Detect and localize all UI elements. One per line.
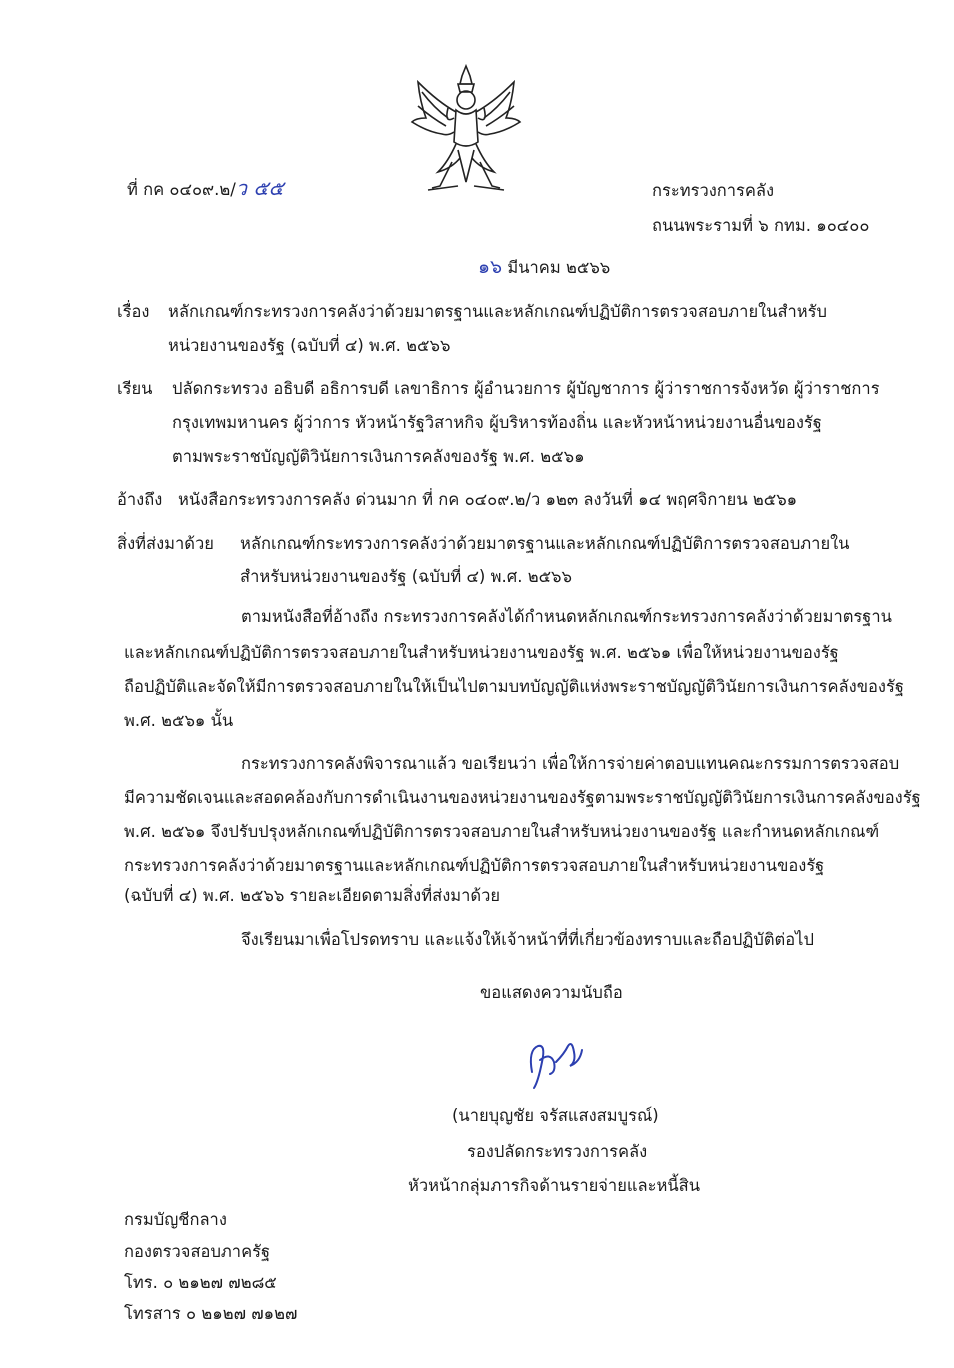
date-month-year: มีนาคม ๒๕๖๖ — [507, 258, 611, 277]
signer-title-2: หัวหน้ากลุ่มภารกิจด้านรายจ่ายและหนี้สิน — [408, 1176, 700, 1195]
para3-text: จึงเรียนมาเพื่อโปรดทราบ และแจ้งให้เจ้าหน้าที่ที่เกี่ยวข้องทราบและถือปฏิบัติต่อไป — [241, 930, 814, 949]
para2-line-3: พ.ศ. ๒๕๖๑ จึงปรับปรุงหลักเกณฑ์ปฏิบัติการตรวจสอบภายในสำหรับหน่วยงานของรัฐ และกำหนดหลักเกณฑ์ — [124, 822, 880, 841]
subject-line-1: หลักเกณฑ์กระทรวงการคลังว่าด้วยมาตรฐานและหลักเกณฑ์ปฏิบัติการตรวจสอบภายในสำหรับ — [168, 302, 827, 321]
para1-line-1: ตามหนังสือที่อ้างถึง กระทรวงการคลังได้กำหนดหลักเกณฑ์กระทรวงการคลังว่าด้วยมาตรฐาน — [241, 607, 892, 626]
para2-line-4: กระทรวงการคลังว่าด้วยมาตรฐานและหลักเกณฑ์ปฏิบัติการตรวจสอบภายในสำหรับหน่วยงานของรัฐ — [124, 856, 825, 875]
subject-line-2: หน่วยงานของรัฐ (ฉบับที่ ๔) พ.ศ. ๒๕๖๖ — [168, 336, 451, 355]
footer-division: กองตรวจสอบภาครัฐ — [124, 1242, 271, 1261]
recipient-line-1: ปลัดกระทรวง อธิบดี อธิการบดี เลขาธิการ ผู้อำนวยการ ผู้บัญชาการ ผู้ว่าราชการจังหวัด ผู้ว่าราชการ — [172, 379, 880, 398]
para2-line-2: มีความชัดเจนและสอดคล้องกับการดำเนินงานของหน่วยงานของรัฐตามพระราชบัญญัติวินัยการเงินการคลังของรัฐ — [124, 788, 921, 807]
enclosure-line-1: หลักเกณฑ์กระทรวงการคลังว่าด้วยมาตรฐานและหลักเกณฑ์ปฏิบัติการตรวจสอบภายใน — [240, 534, 850, 553]
ministry-address: ถนนพระรามที่ ๖ กทม. ๑๐๔๐๐ — [652, 216, 870, 235]
para2-line-1: กระทรวงการคลังพิจารณาแล้ว ขอเรียนว่า เพื่อให้การจ่ายค่าตอบแทนคณะกรรมการตรวจสอบ — [241, 754, 900, 773]
para2-line-5: (ฉบับที่ ๔) พ.ศ. ๒๕๖๖ รายละเอียดตามสิ่งที่ส่งมาด้วย — [124, 886, 501, 905]
enclosure-label: สิ่งที่ส่งมาด้วย — [117, 534, 214, 553]
footer-tel: โทร. ๐ ๒๑๒๗ ๗๒๘๕ — [124, 1273, 277, 1292]
handwritten-signature — [520, 1032, 590, 1094]
date-day-handwritten: ๑๖ — [478, 256, 503, 278]
reference-text: หนังสือกระทรวงการคลัง ด่วนมาก ที่ กค ๐๔๐๙.๒/ว ๑๒๓ ลงวันที่ ๑๔ พฤศจิกายน ๒๕๖๑ — [178, 490, 798, 509]
footer-department: กรมบัญชีกลาง — [124, 1210, 227, 1229]
para1-line-4: พ.ศ. ๒๕๖๑ นั้น — [124, 711, 234, 730]
signer-title-1: รองปลัดกระทรวงการคลัง — [467, 1142, 648, 1161]
ref-prefix: ที่ กค ๐๔๐๙.๒/ — [127, 180, 236, 199]
subject-label: เรื่อง — [117, 302, 150, 321]
recipient-line-2: กรุงเทพมหานคร ผู้ว่าการ หัวหน้ารัฐวิสาหกิจ ผู้บริหารท้องถิ่น และหัวหน้าหน่วยงานอื่นของรัฐ — [172, 413, 822, 432]
para1-line-2: และหลักเกณฑ์ปฏิบัติการตรวจสอบภายในสำหรับหน่วยงานของรัฐ พ.ศ. ๒๕๖๑ เพื่อให้หน่วยงานของรัฐ — [124, 643, 839, 662]
recipient-label: เรียน — [117, 379, 153, 398]
document-ref — [127, 178, 284, 200]
garuda-emblem-icon — [408, 62, 524, 196]
para1-line-3: ถือปฏิบัติและจัดให้มีการตรวจสอบภายในให้เป็นไปตามบทบัญญัติแห่งพระราชบัญญัติวินัยการเงินการคลังของรัฐ — [124, 677, 904, 696]
recipient-line-3: ตามพระราชบัญญัติวินัยการเงินการคลังของรัฐ พ.ศ. ๒๕๖๑ — [172, 447, 585, 466]
signer-name: (นายบุญชัย จรัสแสงสมบูรณ์) — [452, 1106, 659, 1125]
footer-fax: โทรสาร ๐ ๒๑๒๗ ๗๑๒๗ — [124, 1304, 298, 1323]
reference-label: อ้างถึง — [117, 490, 163, 509]
enclosure-line-2: สำหรับหน่วยงานของรัฐ (ฉบับที่ ๔) พ.ศ. ๒๕๖๖ — [240, 567, 573, 586]
closing-salutation: ขอแสดงความนับถือ — [480, 983, 623, 1002]
ministry-name: กระทรวงการคลัง — [652, 181, 775, 200]
letter-date — [478, 257, 610, 278]
ref-number-handwritten: ว ๕๕ — [235, 176, 284, 200]
